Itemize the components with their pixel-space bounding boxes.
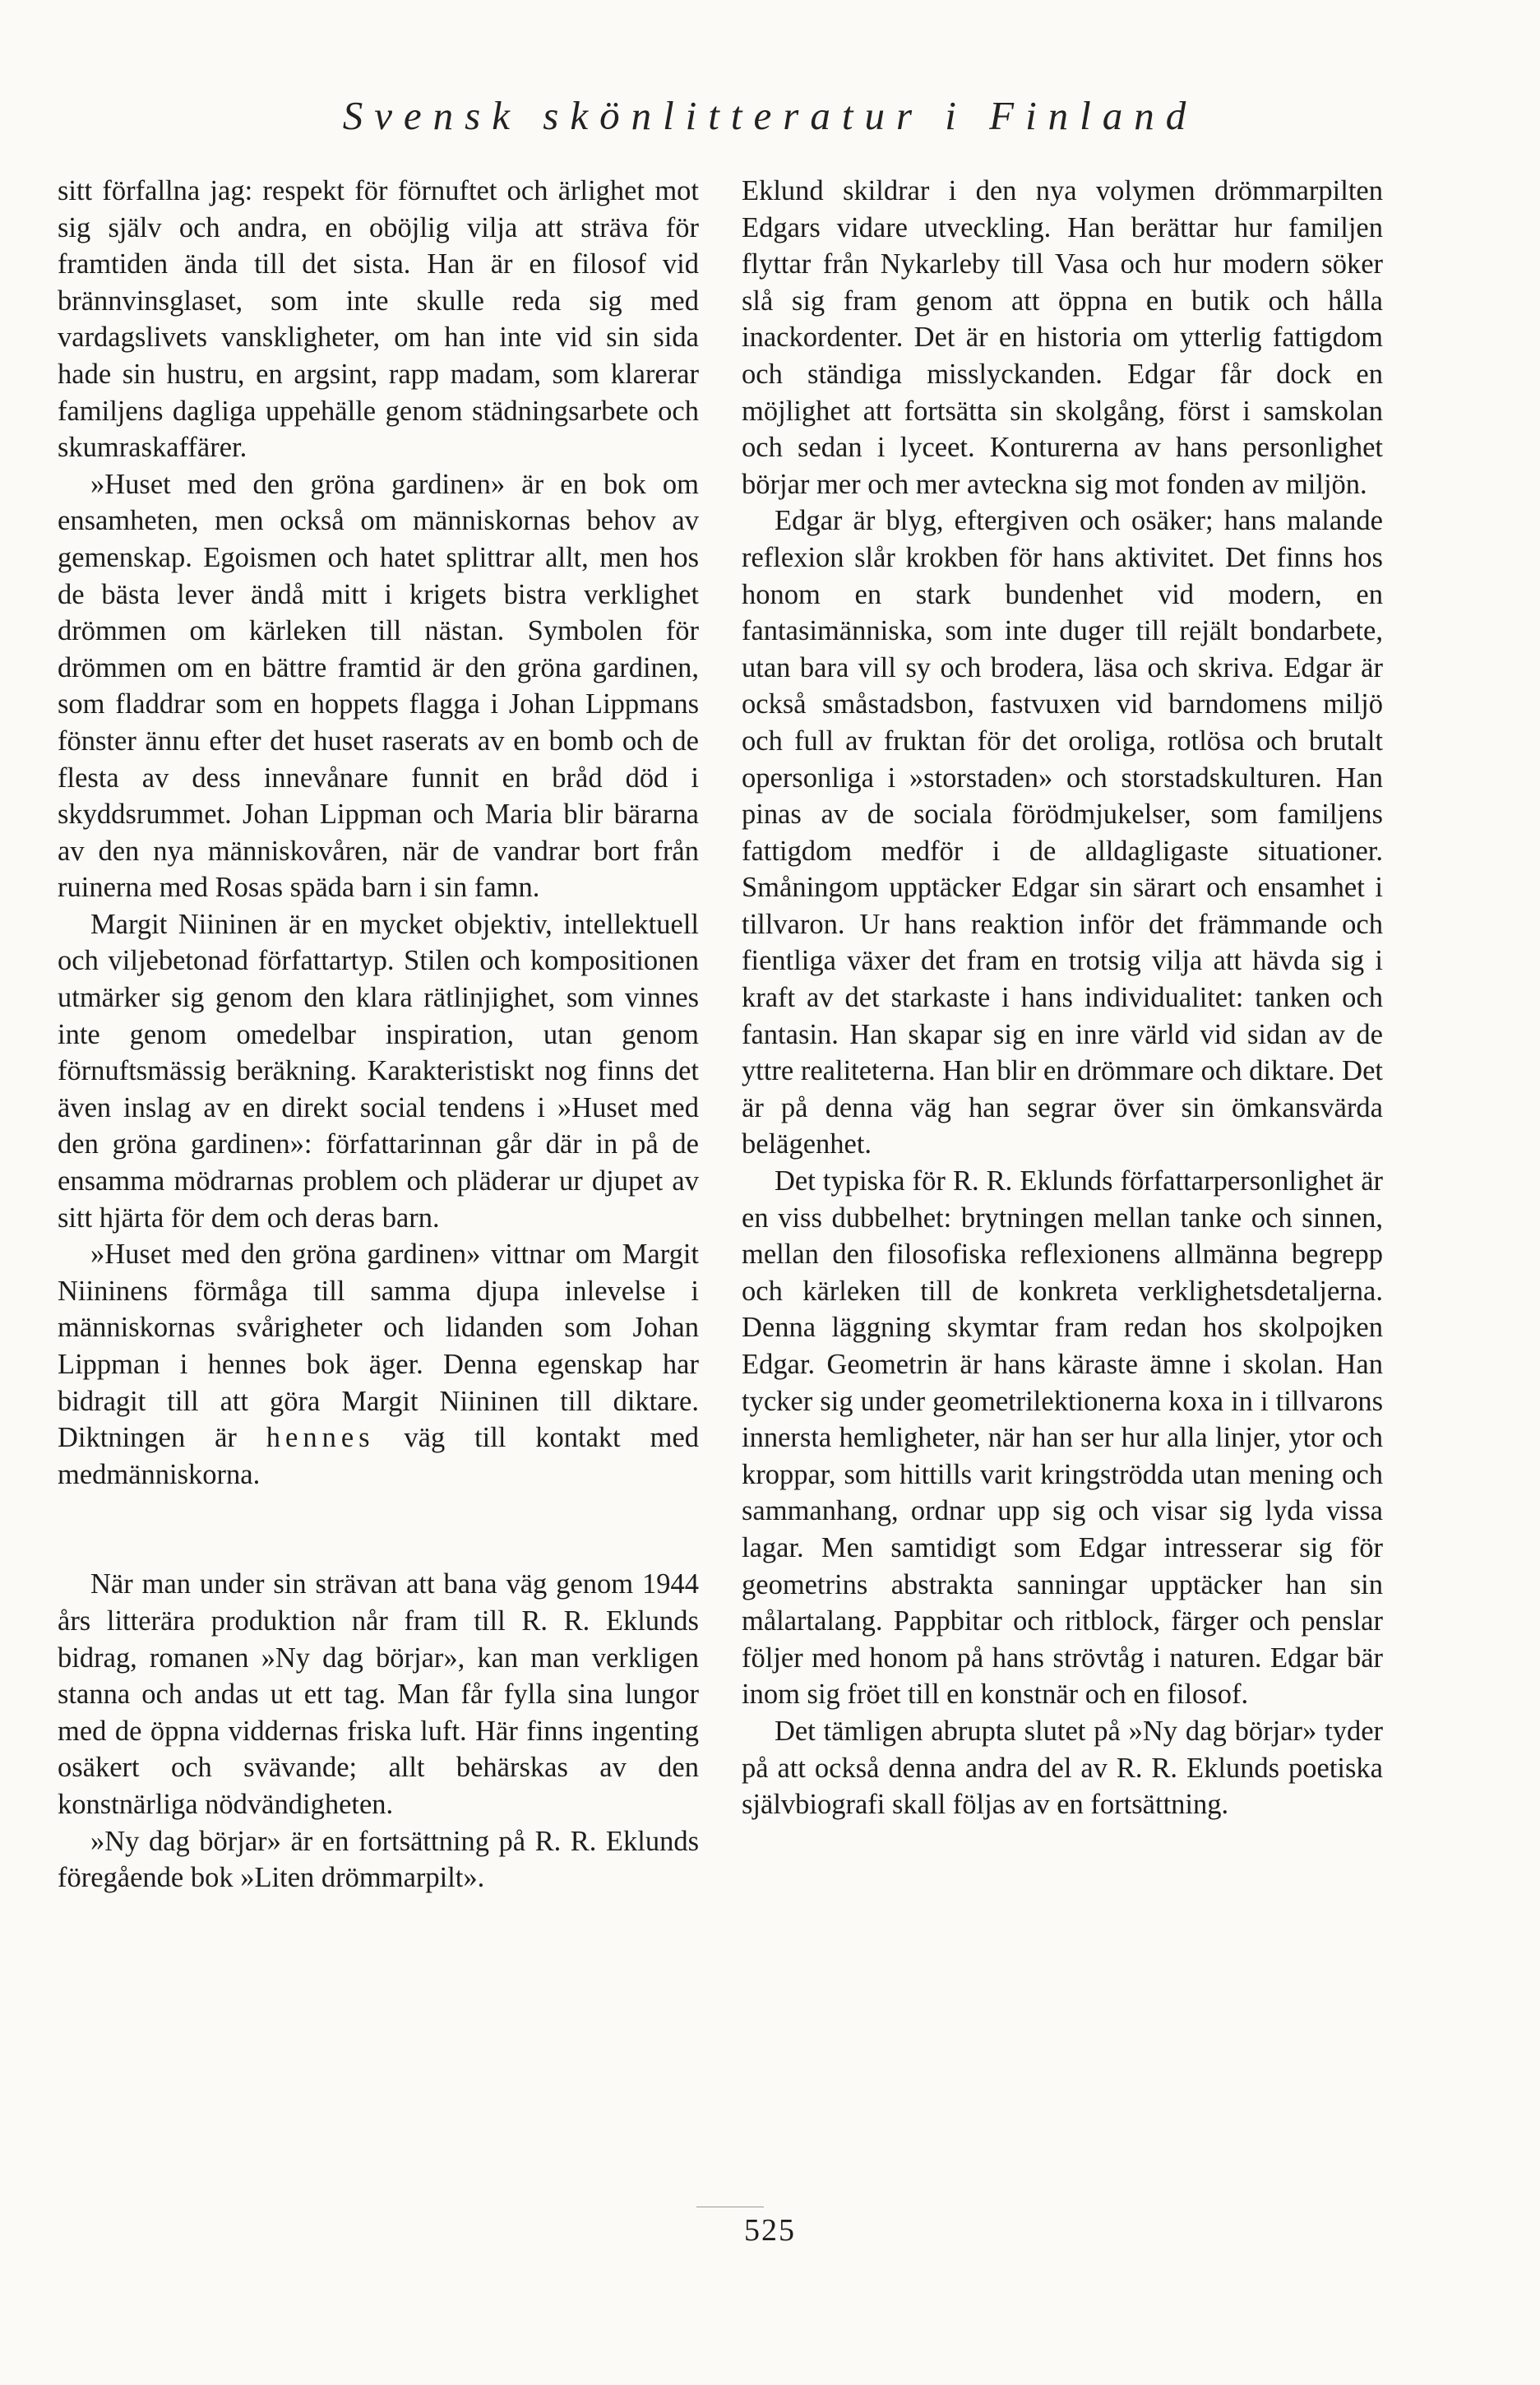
paragraph: »Ny dag börjar» är en fortsättning på R. R. Eklunds föregående bok »Liten drömmarpilt».	[58, 1825, 699, 1894]
right-column	[742, 173, 1383, 1823]
left-column	[58, 173, 699, 1896]
paragraph-text: »Huset med den gröna gardinen» vittnar om Margit Niininens förmåga till samma djupa inlevelse i människornas svårigheter och lidanden som Johan Lippman i hennes bok äger. Denna egenskap har bidragit till att göra Margit Niininen till diktare. Diktningen är	[58, 1239, 699, 1454]
paragraph: Eklund skildrar i den nya volymen drömmarpilten Edgars vidare utveckling. Han berättar hur familjen flyttar från Nykarleby till Vasa och hur modern söker slå sig fram genom att öppna en butik och hålla inackordenter. Det är en historia om ytterlig fattigdom och ständiga misslyckanden. Edgar får dock en möjlighet att fortsätta sin skolgång, först i samskolan och sedan i lyceet. Konturerna av hans personlighet börjar mer och mer avteckna sig mot fonden av miljön.	[742, 175, 1383, 500]
paragraph: Margit Niininen är en mycket objektiv, intellektuell och viljebetonad författartyp. Stilen och kompositionen utmärker sig genom den klara rätlinjighet, som vinnes inte genom omedelbar inspiration, utan genom förnuftsmässig beräkning. Karakteristiskt nog finns det även inslag av en direkt social tendens i »Huset med den gröna gardinen»: författarinnan går där in på de ensamma mödrarnas problem och pläderar ur djupet av sitt hjärta för dem och deras barn.	[58, 908, 699, 1234]
paragraph: Det tämligen abrupta slutet på »Ny dag börjar» tyder på att också denna andra del av R. R. Eklunds poetiska självbiografi skall följas av en fortsättning.	[742, 1715, 1383, 1821]
paragraph-text: väg till kontakt med medmänniskorna.	[58, 1422, 700, 1490]
running-header: Svensk skönlitteratur i Finland	[342, 93, 1198, 138]
paragraph: Det typiska för R. R. Eklunds författarpersonlighet är en viss dubbelhet: brytningen mellan tanke och sinnen, mellan den filosofiska reflexionens allmänna begrepp och kärleken till de konkreta verklighetsdetaljerna. Denna läggning skymtar fram redan hos skolpojken Edgar. Geometrin är hans käraste ämne i skolan. Han tycker sig under geometrilektionerna koxa in i tillvarons innersta hemligheter, när han ser hur alla linjer, ytor och kroppar, som hittills varit kringströdda utan mening och sammanhang, ordnar upp sig och visar sig lyda vissa lagar. Men samtidigt som Edgar intresserar sig för geometrins abstrakta sanningar upptäcker han sin målartalang. Pappbitar och ritblock, färger och penslar följer med honom på hans strövtåg i naturen. Edgar bär inom sig fröet till en konstnär och en filosof.	[742, 1165, 1383, 1711]
paragraph: När man under sin strävan att bana väg genom 1944 års litterära produktion når fram till R. R. Eklunds bidrag, romanen »Ny dag börjar», kan man verkligen stanna och andas ut ett tag. Man får fylla sina lungor med de öppna viddernas friska luft. Här finns ingenting osäkert och svävande; allt behärskas av den konstnärliga nödvändigheten.	[58, 1568, 699, 1820]
paragraph: »Huset med den gröna gardinen» är en bok om ensamheten, men också om människornas behov av gemenskap. Egoismen och hatet splittrar allt, men hos de bästa lever ändå mitt i krigets bistra verklighet drömmen om kärleken till nästan. Symbolen för drömmen om en bättre framtid är den gröna gardinen, som fladdrar som en hoppets flagga i Johan Lippmans fönster ännu efter det huset raserats av en bomb och de flesta av dess innevånare funnit en bråd död i skyddsrummet. Johan Lippman och Maria blir bärarna av den nya människovåren, när de vandrar bort från ruinerna med Rosas späda barn i sin famn.	[58, 468, 699, 904]
page-number: 525	[744, 2213, 796, 2248]
paragraph: sitt förfallna jag: respekt för förnuftet och ärlighet mot sig själv och andra, en oböjlig vilja att sträva för framtiden ända till det sista. Han är en filosof vid brännvinsglaset, som inte skulle reda sig med vardagslivets vanskligheter, om han inte vid sin sida hade sin hustru, en argsint, rapp madam, som klarerar familjens dagliga uppehälle genom städningsarbete och skumraskaffärer.	[58, 175, 699, 464]
paragraph: Edgar är blyg, eftergiven och osäker; hans malande reflexion slår krokben för hans aktivitet. Det finns hos honom en stark bundenhet vid modern, en fantasimänniska, som inte duger till rejält bondarbete, utan bara vill sy och brodera, läsa och skriva. Edgar är också småstadsbon, fastvuxen vid barndomens miljö och full av fruktan för det oroliga, rotlösa och brutalt opersonliga i »storstaden» och storstadskulturen. Han pinas av de sociala förödmjukelser, som familjens fattigdom medför i de alldagligaste situationer. Småningom upptäcker Edgar sin särart och ensamhet i tillvaron. Ur hans reaktion inför det främmande och fientliga växer det fram en trotsig vilja att hävda sig i kraft av det starkaste i hans individualitet: tanken och fantasin. Han skapar sig en inre värld vid sidan av de yttre realiteterna. Han blir en drömmare och diktare. Det är på denna väg han segrar över sin ömkansvärda belägenhet.	[742, 505, 1383, 1160]
paragraph	[58, 1236, 699, 1493]
section-gap	[58, 1493, 699, 1566]
emphasized-word: hennes	[266, 1422, 375, 1454]
